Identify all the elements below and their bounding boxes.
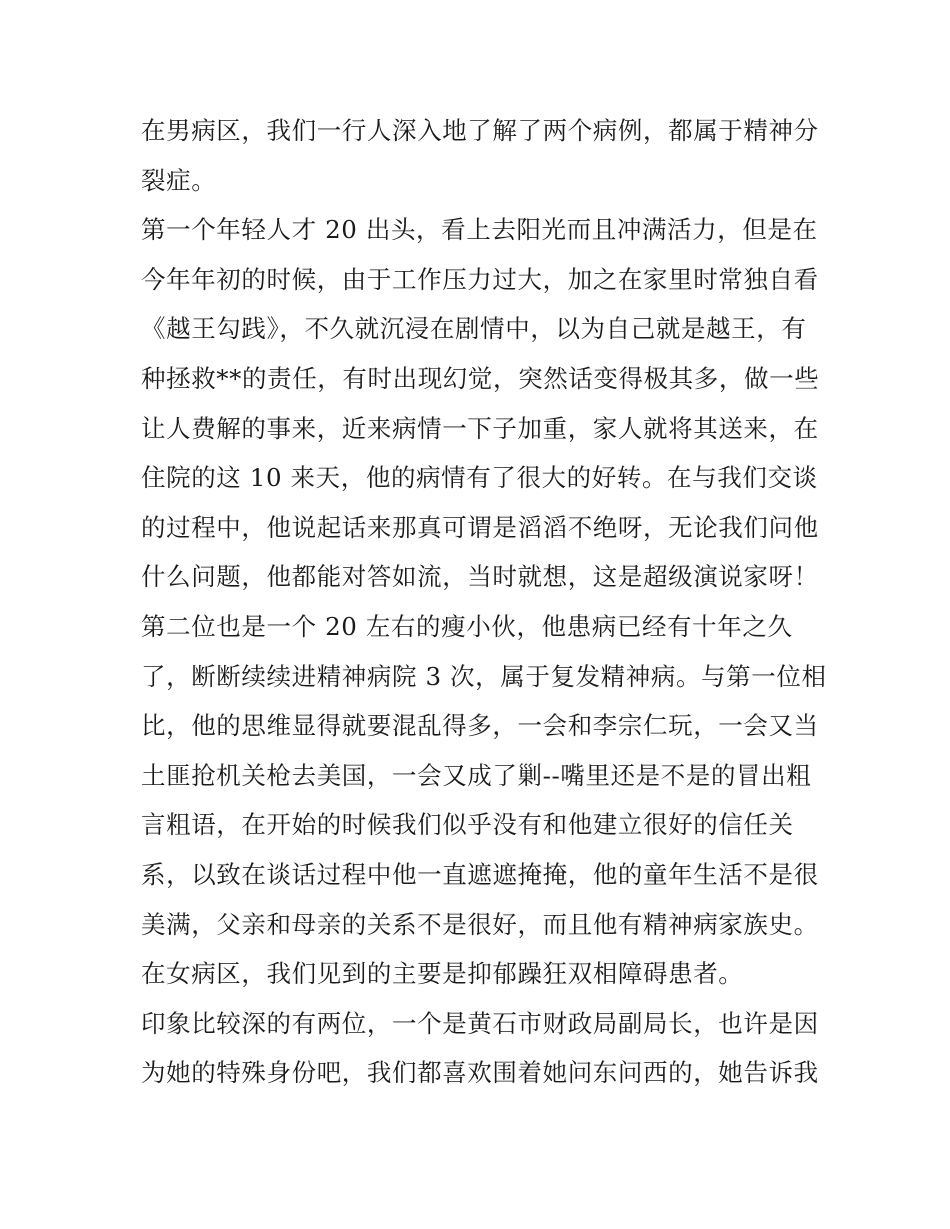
text-line-5: 《越王勾践》，不久就沉浸在剧情中，以为自己就是越王，有 bbox=[141, 314, 807, 344]
document-body bbox=[141, 106, 827, 1098]
text-line-8: 住院的这 10 来天，他的病情有了很大的好转。在与我们交谈 bbox=[141, 463, 818, 493]
text-line-4: 今年年初的时候，由于工作压力过大，加之在家里时常独自看 bbox=[141, 264, 819, 294]
text-line-13: 比，他的思维显得就要混乱得多，一会和李宗仁玩，一会又当 bbox=[141, 711, 819, 741]
text-line-12: 了，断断续续进精神病院 3 次，属于复发精神病。与第一位相 bbox=[141, 661, 827, 691]
text-line-10: 什么问题，他都能对答如流，当时就想，这是超级演说家呀！ bbox=[141, 562, 819, 592]
text-line-11: 第二位也是一个 20 左右的瘦小伙，他患病已经有十年之久 bbox=[141, 611, 793, 641]
text-line-16: 系，以致在谈话过程中他一直遮遮掩掩，他的童年生活不是很 bbox=[141, 859, 819, 889]
text-line-20: 为她的特殊身份吧，我们都喜欢围着她问东问西的，她告诉我 bbox=[141, 1058, 819, 1088]
text-line-17: 美满，父亲和母亲的关系不是很好，而且他有精神病家族史。 bbox=[141, 909, 819, 939]
text-line-15: 言粗语，在开始的时候我们似乎没有和他建立很好的信任关 bbox=[141, 810, 794, 840]
text-line-3: 第一个年轻人才 20 出头，看上去阳光而且冲满活力，但是在 bbox=[141, 215, 818, 245]
text-line-1: 在男病区，我们一行人深入地了解了两个病例，都属于精神分 bbox=[141, 116, 819, 145]
text-line-19: 印象比较深的有两位，一个是黄石市财政局副局长，也许是因 bbox=[141, 1008, 819, 1038]
text-line-18: 在女病区，我们见到的主要是抑郁躁狂双相障碍患者。 bbox=[141, 959, 744, 989]
text-line-9: 的过程中，他说起话来那真可谓是滔滔不绝呀，无论我们问他 bbox=[141, 512, 819, 542]
text-line-2: 裂症。 bbox=[141, 165, 217, 195]
text-line-14: 土匪抢机关枪去美国，一会又成了剿--嘴里还是不是的冒出粗 bbox=[141, 760, 812, 790]
text-line-7: 让人费解的事来，近来病情一下子加重，家人就将其送来，在 bbox=[141, 413, 819, 443]
text-line-6: 种拯救**的责任，有时出现幻觉，突然话变得极其多，做一些 bbox=[141, 363, 820, 393]
